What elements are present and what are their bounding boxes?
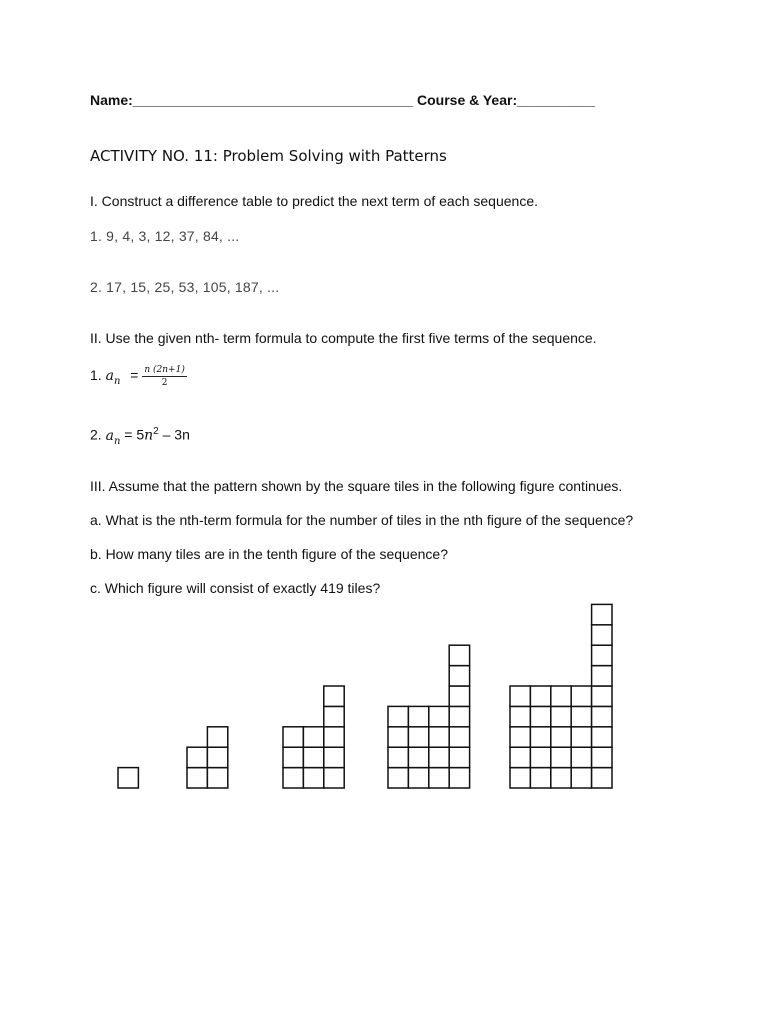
square-tile xyxy=(510,686,530,706)
tile-figure-2 xyxy=(187,727,228,788)
square-tile xyxy=(510,768,530,788)
square-tile xyxy=(324,727,344,747)
part1-instruction: I. Construct a difference table to predict the next term of each sequence. xyxy=(90,193,538,209)
name-label: Name: xyxy=(90,92,133,108)
square-tile xyxy=(592,727,612,747)
square-tile xyxy=(571,686,591,706)
square-tile xyxy=(324,706,344,726)
square-tile xyxy=(207,747,227,767)
square-tile xyxy=(530,747,550,767)
course-year-label: Course & Year: xyxy=(417,92,518,108)
item2-coefficient: = 5 xyxy=(120,426,145,443)
square-tile xyxy=(283,747,303,767)
square-tile xyxy=(592,747,612,767)
item2-exponent: 2 xyxy=(153,426,159,437)
square-tile xyxy=(449,666,469,686)
square-tile xyxy=(551,768,571,788)
course-year-field[interactable]: __________ xyxy=(517,92,595,108)
square-tile xyxy=(530,706,550,726)
square-tile xyxy=(388,727,408,747)
part3-question-b: b. How many tiles are in the tenth figure of the sequence? xyxy=(90,546,448,562)
square-tile xyxy=(571,768,591,788)
item2-number: 2. xyxy=(90,426,102,443)
item1-term: $a_n$ xyxy=(105,368,121,387)
square-tile xyxy=(449,747,469,767)
tile-figure-4 xyxy=(388,645,470,788)
square-tile xyxy=(592,686,612,706)
part3-question-a: a. What is the nth-term formula for the number of tiles in the nth figure of the sequence? xyxy=(90,512,634,528)
square-tile xyxy=(510,706,530,726)
item1-numerator: n (2n+1) xyxy=(144,365,185,375)
square-tile xyxy=(551,747,571,767)
square-tile xyxy=(510,747,530,767)
square-tile xyxy=(530,727,550,747)
square-tile xyxy=(303,768,323,788)
square-tile xyxy=(449,706,469,726)
part1-item-1: 1. 9, 4, 3, 12, 37, 84, ... xyxy=(90,228,240,244)
tile-figure-1 xyxy=(118,768,138,788)
square-tile xyxy=(571,747,591,767)
square-tile xyxy=(388,706,408,726)
square-tile xyxy=(571,706,591,726)
square-tile xyxy=(408,706,428,726)
square-tile xyxy=(592,645,612,665)
part2-instruction: II. Use the given nth- term formula to compute the first five terms of the sequence. xyxy=(90,330,597,346)
part3-question-c: c. Which figure will consist of exactly 419 tiles? xyxy=(90,580,381,596)
square-tile xyxy=(449,727,469,747)
square-tile xyxy=(530,768,550,788)
square-tile xyxy=(388,768,408,788)
square-tile xyxy=(592,706,612,726)
square-tile xyxy=(592,768,612,788)
square-tile xyxy=(592,666,612,686)
tile-figure-3 xyxy=(283,686,344,788)
square-tile xyxy=(408,727,428,747)
square-tile xyxy=(303,747,323,767)
square-tile xyxy=(449,768,469,788)
square-tile xyxy=(530,686,550,706)
square-tile xyxy=(429,768,449,788)
square-tile xyxy=(408,747,428,767)
square-tile xyxy=(187,747,207,767)
square-tile xyxy=(429,706,449,726)
square-tile xyxy=(592,604,612,624)
square-tile xyxy=(551,727,571,747)
square-tile xyxy=(429,727,449,747)
tile-figure-5 xyxy=(510,604,612,788)
part3-instruction: III. Assume that the pattern shown by the square tiles in the following figure continues. xyxy=(90,478,623,494)
item2-remainder: – 3n xyxy=(158,426,190,443)
square-tile xyxy=(118,768,138,788)
square-tile xyxy=(592,625,612,645)
square-tile xyxy=(408,768,428,788)
square-tile xyxy=(187,768,207,788)
square-tile xyxy=(283,727,303,747)
square-tile xyxy=(388,747,408,767)
item2-variable: n xyxy=(144,427,154,444)
square-tile xyxy=(207,768,227,788)
square-tile xyxy=(449,645,469,665)
item1-number: 1. xyxy=(90,367,102,384)
part1-item-2: 2. 17, 15, 25, 53, 105, 187, ... xyxy=(90,279,280,295)
square-tile xyxy=(571,727,591,747)
square-tile xyxy=(324,747,344,767)
square-tile xyxy=(551,706,571,726)
square-tile xyxy=(551,686,571,706)
square-tile xyxy=(324,686,344,706)
square-tile xyxy=(449,686,469,706)
square-tile xyxy=(510,727,530,747)
square-tile xyxy=(429,747,449,767)
square-tile xyxy=(283,768,303,788)
square-tile xyxy=(303,727,323,747)
square-tile xyxy=(207,727,227,747)
square-tile xyxy=(324,768,344,788)
item1-equals: = xyxy=(130,367,139,384)
item2-term: $a_n$ xyxy=(105,427,121,447)
name-field[interactable]: ____________________________________ xyxy=(132,92,414,108)
activity-title: ACTIVITY NO. 11: Problem Solving with Patterns xyxy=(90,147,447,165)
item1-denominator: 2 xyxy=(161,378,168,388)
